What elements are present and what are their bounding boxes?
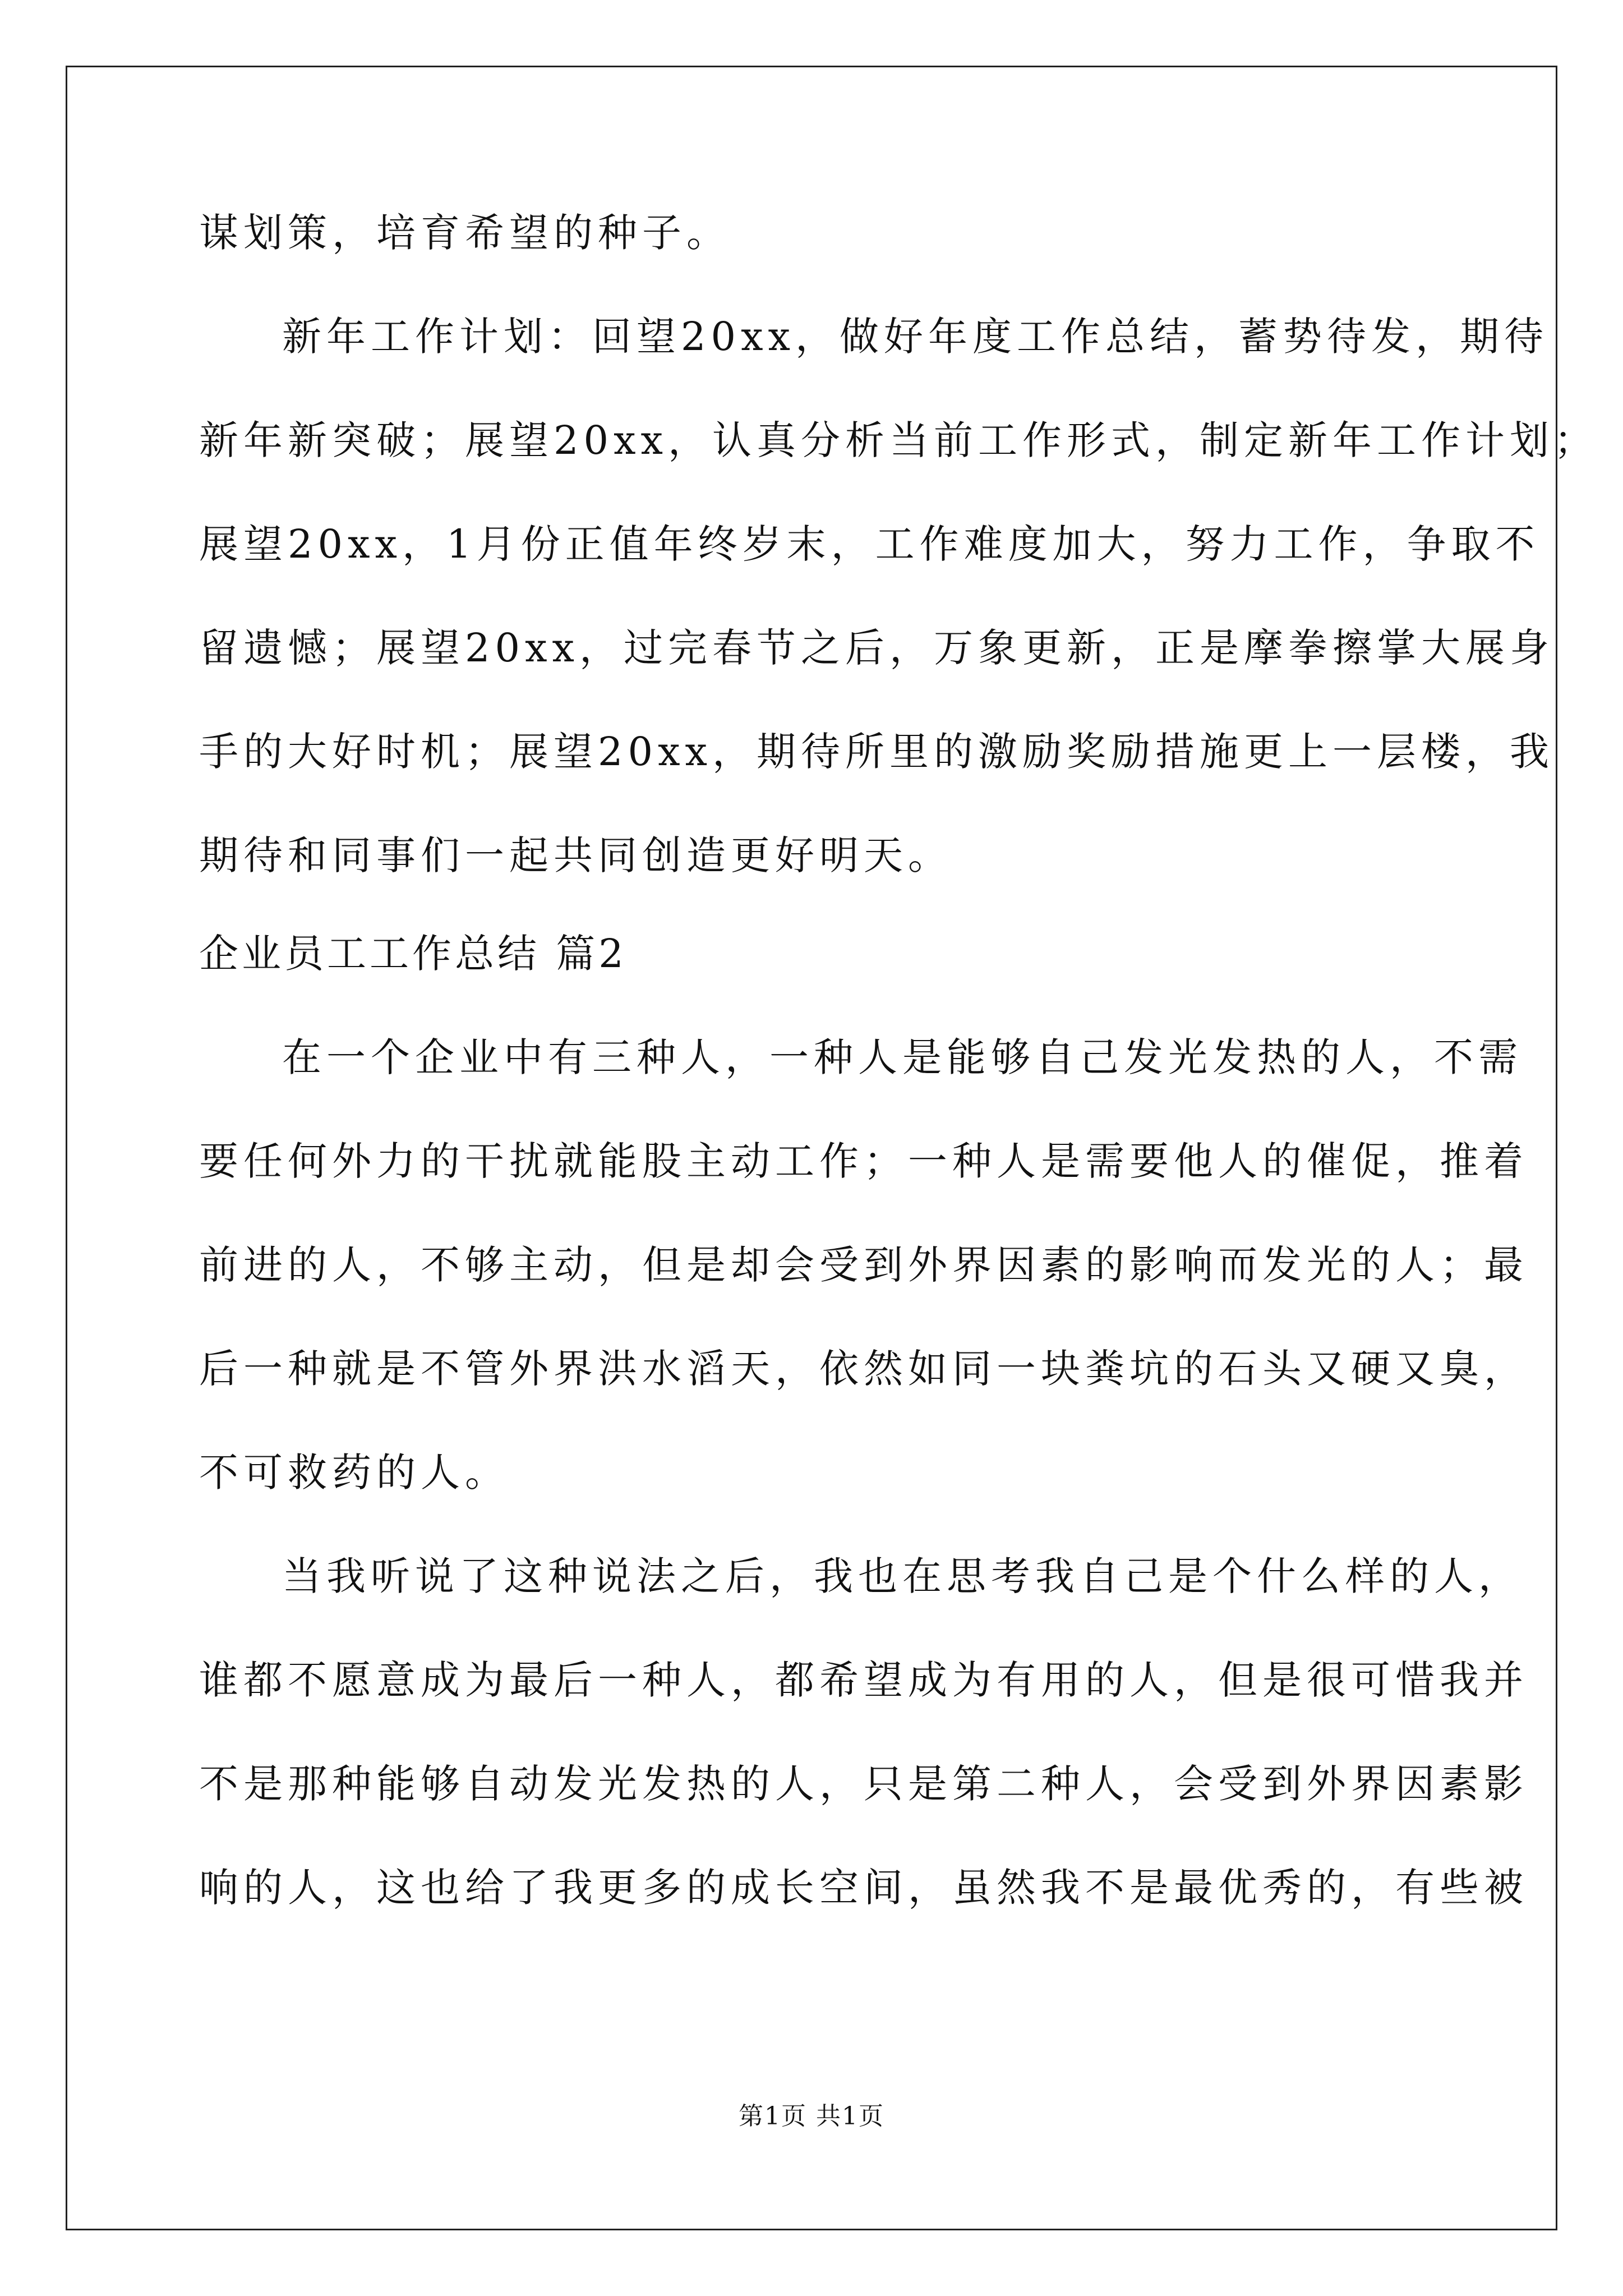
text-line: 展望20xx，1月份正值年终岁末，工作难度加大，努力工作，争取不 (199, 521, 1540, 567)
text-line: 不是那种能够自动发光发热的人，只是第二种人，会受到外界因素影 (199, 1761, 1528, 1807)
text-line: 留遗憾；展望20xx，过完春节之后，万象更新，正是摩拳擦掌大展身 (199, 625, 1555, 671)
page-footer: 第1页 共1页 (739, 2102, 884, 2131)
paragraph-start-line: 当我听说了这种说法之后，我也在思考我自己是个什么样的人， (282, 1553, 1523, 1599)
text-line: 前进的人，不够主动，但是却会受到外界因素的影响而发光的人；最 (199, 1242, 1528, 1288)
text-line: 不可救药的人。 (199, 1450, 509, 1496)
text-line: 后一种就是不管外界洪水滔天，依然如同一块粪坑的石头又硬又臭， (199, 1346, 1528, 1392)
text-line: 谁都不愿意成为最后一种人，都希望成为有用的人，但是很可惜我并 (199, 1657, 1528, 1703)
paragraph-start-line: 在一个企业中有三种人，一种人是能够自己发光发热的人，不需 (282, 1034, 1523, 1080)
text-line: 手的大好时机；展望20xx，期待所里的激励奖励措施更上一层楼，我 (199, 729, 1555, 775)
text-line: 谋划策，培育希望的种子。 (199, 210, 731, 256)
text-line: 要任何外力的干扰就能股主动工作；一种人是需要他人的催促，推着 (199, 1138, 1528, 1184)
section-heading: 企业员工工作总结 篇2 (199, 931, 627, 977)
paragraph-start-line: 新年工作计划：回望20xx，做好年度工作总结，蓄势待发，期待 (282, 314, 1549, 360)
text-line: 期待和同事们一起共同创造更好明天。 (199, 832, 952, 878)
text-line: 响的人，这也给了我更多的成长空间，虽然我不是最优秀的，有些被 (199, 1865, 1528, 1911)
text-line: 新年新突破；展望20xx，认真分析当前工作形式，制定新年工作计划； (199, 417, 1599, 463)
